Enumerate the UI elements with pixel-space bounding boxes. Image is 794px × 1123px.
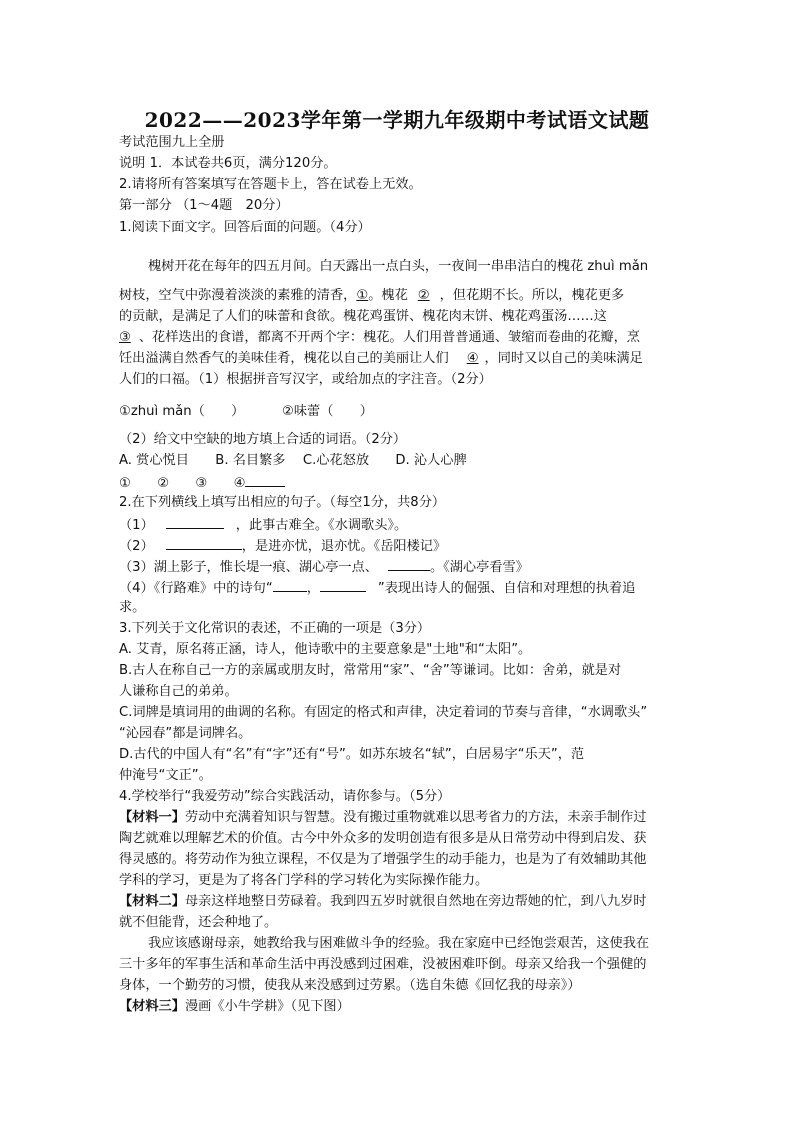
material-2-line: 三十多年的军事生活和革命生活中再没感到过困难，没被困难吓倒。母亲又给我一个强健的 <box>119 957 647 972</box>
blank-line <box>245 472 285 487</box>
q3-option-c: C.词牌是填词用的曲调的名称。有固定的格式和声律，决定着词的节奏与音律，“水调歌头” <box>119 705 648 720</box>
pinyin-answer-a: ①zhuì mǎn（ ） <box>119 404 245 419</box>
q3-option-d-cont: 仲淹号“文正”。 <box>119 768 212 783</box>
passage-text: 饪出溢满自然香气的美味佳肴，槐花以自己的美丽让人们 <box>119 351 449 366</box>
q1-passage-line <box>119 347 679 366</box>
q4-stem: 4.学校举行“我爱劳动”综合实践活动，请你参与。（5分） <box>119 789 451 804</box>
part-one-heading: 第一部分 （1～4题 20分） <box>119 198 289 213</box>
answer-blanks: ① ② ③ ④ <box>119 476 246 491</box>
exam-title: 2022——2023学年第一学期九年级期中考试语文试题 <box>144 108 650 132</box>
q1-passage-line: 槐树开花在每年的四五月间。白天露出一点白头，一夜间一串串洁白的槐花 zhuì mǎn <box>148 259 649 274</box>
item-text: ， <box>306 581 320 596</box>
q3-option-b: B.古人在称自己一方的亲属或朋友时，常常用“家”、“舍”等谦词。比如：舍弟，就是对 <box>119 663 622 678</box>
passage-text: 。槐花 <box>368 288 408 303</box>
q3-stem: 3.下列关于文化常识的表述，不正确的一项是（3分） <box>119 621 431 636</box>
material-1-tag: 【材料一】 <box>119 810 185 825</box>
blank-marker-4: ④ <box>466 351 479 366</box>
material-2-line: 身体，一个勤劳的习惯，使我从来没感到过劳累。（选自朱德《回忆我的母亲》） <box>119 978 581 993</box>
material-2-line: 就不但能背，还会种地了。 <box>119 915 278 930</box>
item-text: （3）湖上影子，惟长堤一痕、湖心亭一点、 <box>119 560 378 575</box>
passage-text: ，同时又以自己的美味满足 <box>484 351 643 366</box>
material-text: 漫画《小牛学耕》（见下图） <box>184 999 350 1014</box>
material-2-line <box>119 892 679 912</box>
q1-passage-line: 的贡献，是满足了人们的味蕾和食欲。槐花鸡蛋饼、槐花肉末饼、槐花鸡蛋汤……这 <box>119 309 607 324</box>
material-1-line: 得灵感的。将劳动作为独立课程，不仅是为了增强学生的动手能力，也是为了有效辅助其他 <box>119 852 647 867</box>
q1-stem: 1.阅读下面文字。回答后面的问题。（4分） <box>119 220 371 235</box>
passage-text: 、花样迭出的食谱，都离不开两个字：槐花。人们用普普通通、皱缩而卷曲的花瓣，烹 <box>138 330 640 345</box>
q1-passage-line <box>119 326 679 345</box>
item-text: ”表现出诗人的倔强、自信和对理想的执着追 <box>377 581 636 596</box>
blank-line <box>388 556 430 571</box>
item-text: ，是进亦忧，退亦忧。《岳阳楼记》 <box>241 539 447 554</box>
q1-sub2: （2）给文中空缺的地方填上合适的词语。（2分） <box>119 432 407 447</box>
material-text: 母亲这样地整日劳碌着。我到四五岁时就很自然地在旁边帮她的忙，到八九岁时 <box>184 894 647 909</box>
item-label: （1） <box>119 518 154 533</box>
q1-options: A. 赏心悦目 B. 名目繁多 C.心花怒放 D. 沁人心脾 <box>119 453 467 468</box>
material-text: 劳动中充满着知识与智慧。没有搬过重物就难以思考省力的方法，未亲手制作过 <box>184 810 647 825</box>
q1-passage-line <box>119 284 679 303</box>
blank-line <box>320 577 366 592</box>
material-1-line: 陶艺就难以理解艺术的价值。古今中外众多的发明创造有很多是从日常劳动中得到启发、获 <box>119 831 647 846</box>
q2-item-1 <box>119 514 679 536</box>
pinyin-answer-b: ②味蕾（ ） <box>282 404 373 419</box>
material-1-line <box>119 808 679 828</box>
passage-text: 树枝，空气中弥漫着淡淡的素雅的清香， <box>119 288 357 303</box>
q3-option-a: A. 艾青，原名蒋正涵，诗人，他诗歌中的主要意象是"土地"和“太阳”。 <box>119 642 532 657</box>
material-2-tag: 【材料二】 <box>119 894 185 909</box>
q2-item-4 <box>119 577 679 599</box>
blank-marker-2: ② <box>417 288 430 303</box>
instruction-2: 2.请将所有答案填写在答题卡上，答在试卷上无效。 <box>119 177 422 192</box>
q2-item-4-cont: 求。 <box>119 600 146 615</box>
material-1-line: 学科的学习，更是为了将各门学科的学习转化为实际操作能力。 <box>119 873 489 888</box>
material-3-line <box>119 997 679 1017</box>
q1-sub1: 人们的口福。（1）根据拼音写汉字，或给加点的字注音。（2分） <box>119 372 492 387</box>
item-text: 。《湖心亭看雪》 <box>429 560 529 575</box>
instruction-1: 说明 1．本试卷共6页，满分120分。 <box>119 156 337 171</box>
blank-line <box>166 535 242 550</box>
blank-marker-1: ① <box>356 288 369 303</box>
material-3-tag: 【材料三】 <box>119 999 185 1014</box>
q2-stem: 2.在下列横线上填写出相应的句子。（每空1分，共8分） <box>119 495 446 510</box>
item-label: （2） <box>119 539 154 554</box>
blank-marker-3: ③ <box>119 330 131 345</box>
q2-item-3 <box>119 556 679 578</box>
blank-line <box>273 577 307 592</box>
exam-scope: 考试范围九上全册 <box>119 135 225 150</box>
q3-option-b-cont: 人谦称自己的弟弟。 <box>119 684 238 699</box>
item-text: （4）《行路难》中的诗句“ <box>119 581 273 596</box>
material-2-line: 我应该感谢母亲，她教给我与困难做斗争的经验。我在家庭中已经饱尝艰苦，这使我在 <box>148 936 650 951</box>
q2-item-2 <box>119 535 679 557</box>
blank-line <box>166 514 224 529</box>
item-text: ，此事古难全。《水调歌头》。 <box>235 518 408 533</box>
q3-option-c-cont: “沁园春”都是词牌名。 <box>119 726 252 741</box>
q3-option-d: D.古代的中国人有“名”有“字”还有“号”。如苏东坡名“轼”，白居易字“乐天”，范 <box>119 747 585 762</box>
passage-text: ，但花期不长。所以，槐花更多 <box>439 288 625 303</box>
q1-answer-line <box>119 472 679 494</box>
